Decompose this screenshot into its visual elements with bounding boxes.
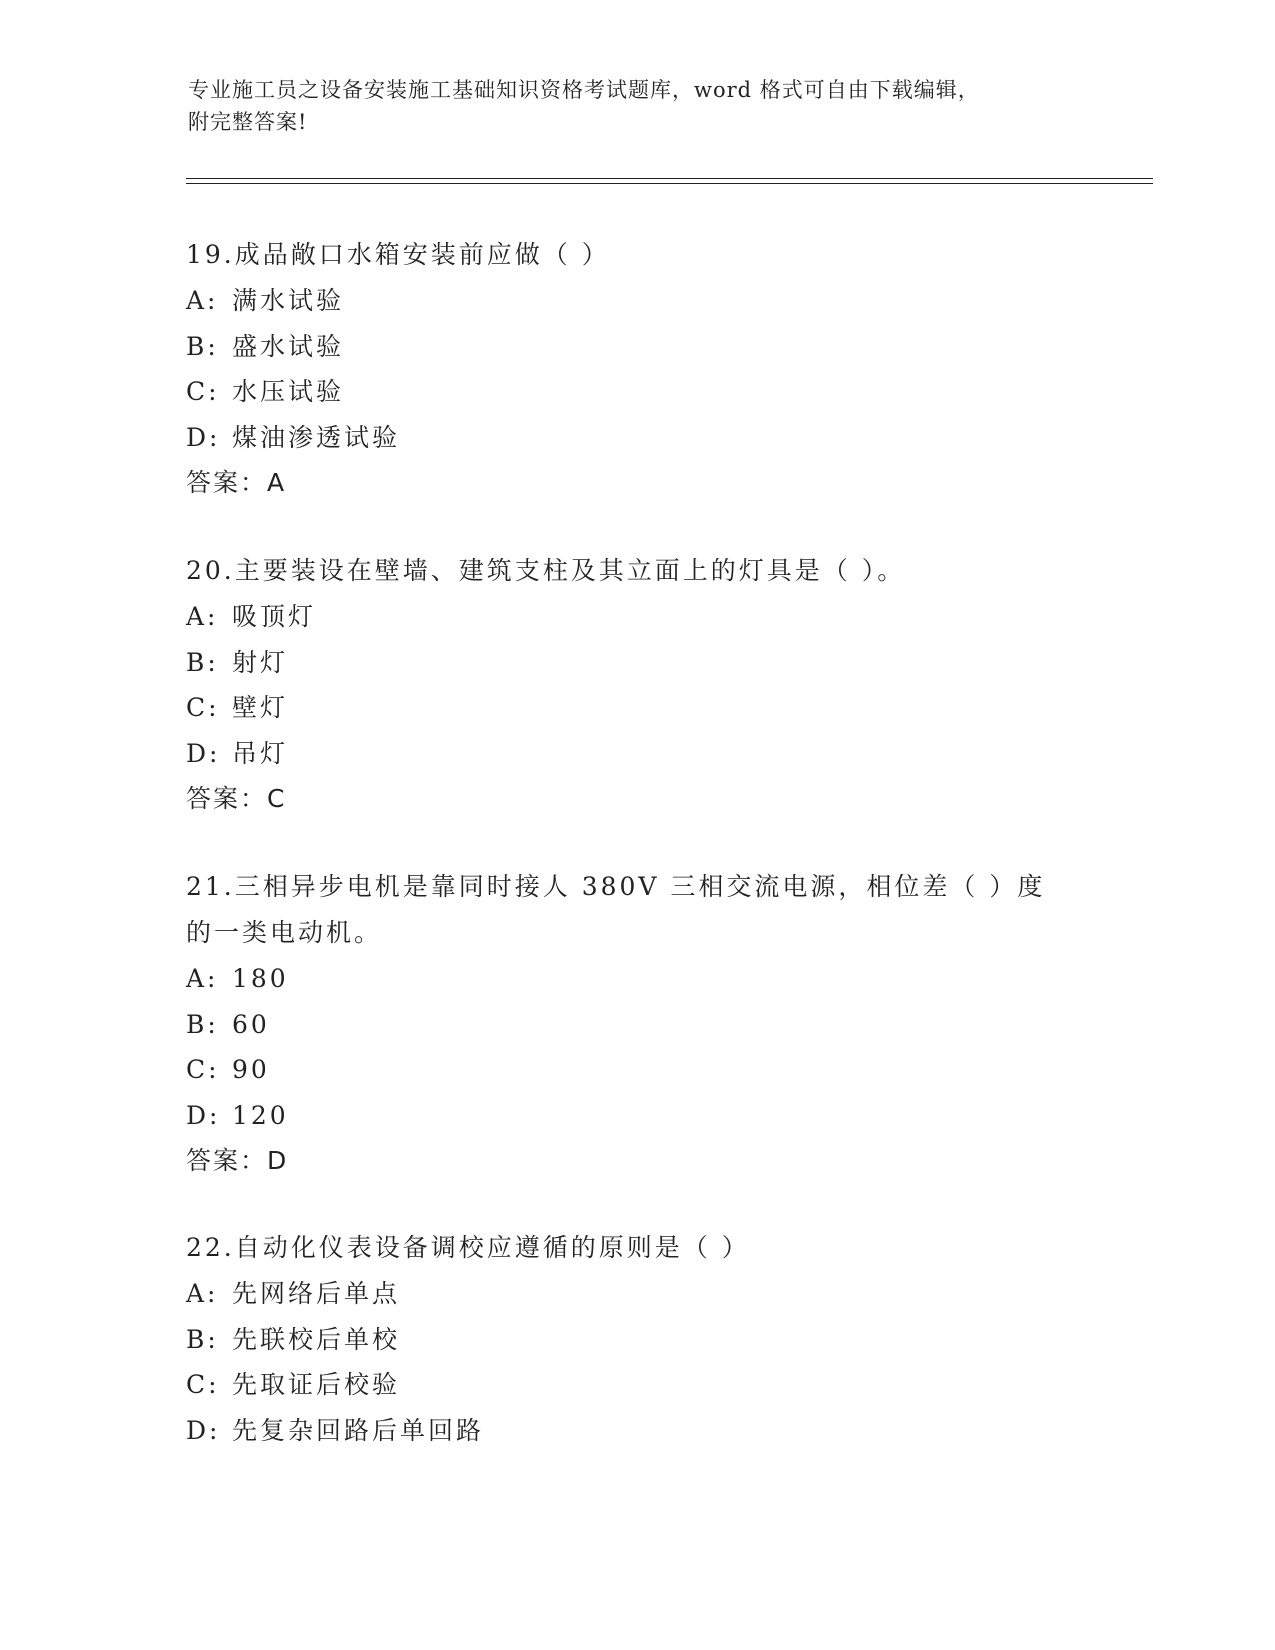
option-a: A: 180 bbox=[186, 964, 289, 993]
question-stem: 21.三相异步电机是靠同时接人 380V 三相交流电源，相位差（ ）度的一类电动机。 bbox=[186, 872, 1046, 947]
question-19 bbox=[186, 232, 1086, 506]
option-b: B: 先联校后单校 bbox=[186, 1324, 401, 1354]
option-b: B: 盛水试验 bbox=[186, 331, 345, 361]
option-c: C: 水压试验 bbox=[186, 377, 345, 406]
question-stem: 22.自动化仪表设备调校应遵循的原则是（ ） bbox=[186, 1233, 750, 1262]
answer-line: 答案：D bbox=[186, 1146, 289, 1175]
answer-line: 答案：C bbox=[186, 784, 287, 813]
header-divider-top bbox=[186, 178, 1153, 179]
option-d: D: 煤油渗透试验 bbox=[186, 422, 401, 452]
question-stem: 19.成品敞口水箱安装前应做（ ） bbox=[186, 240, 610, 269]
document-header bbox=[188, 74, 1088, 138]
question-22 bbox=[186, 1225, 1086, 1453]
question-21 bbox=[186, 864, 1056, 1184]
option-d: D: 先复杂回路后单回路 bbox=[186, 1415, 485, 1445]
option-d: D: 吊灯 bbox=[186, 738, 289, 768]
option-c: C: 壁灯 bbox=[186, 693, 289, 722]
question-20 bbox=[186, 548, 1086, 822]
header-line-1: 专业施工员之设备安装施工基础知识资格考试题库，word 格式可自由下载编辑， bbox=[188, 78, 980, 102]
answer-line: 答案：A bbox=[186, 468, 287, 497]
option-a: A: 吸顶灯 bbox=[186, 602, 317, 631]
option-b: B: 60 bbox=[186, 1009, 270, 1039]
option-a: A: 先网络后单点 bbox=[186, 1279, 401, 1308]
header-line-2: 附完整答案! bbox=[188, 110, 308, 134]
question-stem: 20.主要装设在壁墙、建筑支柱及其立面上的灯具是（ ）。 bbox=[186, 556, 906, 585]
option-c: C: 先取证后校验 bbox=[186, 1370, 401, 1399]
option-d: D: 120 bbox=[186, 1100, 289, 1130]
option-a: A: 满水试验 bbox=[186, 286, 345, 315]
option-c: C: 90 bbox=[186, 1055, 270, 1084]
header-divider-bottom bbox=[186, 183, 1153, 184]
option-b: B: 射灯 bbox=[186, 647, 289, 677]
